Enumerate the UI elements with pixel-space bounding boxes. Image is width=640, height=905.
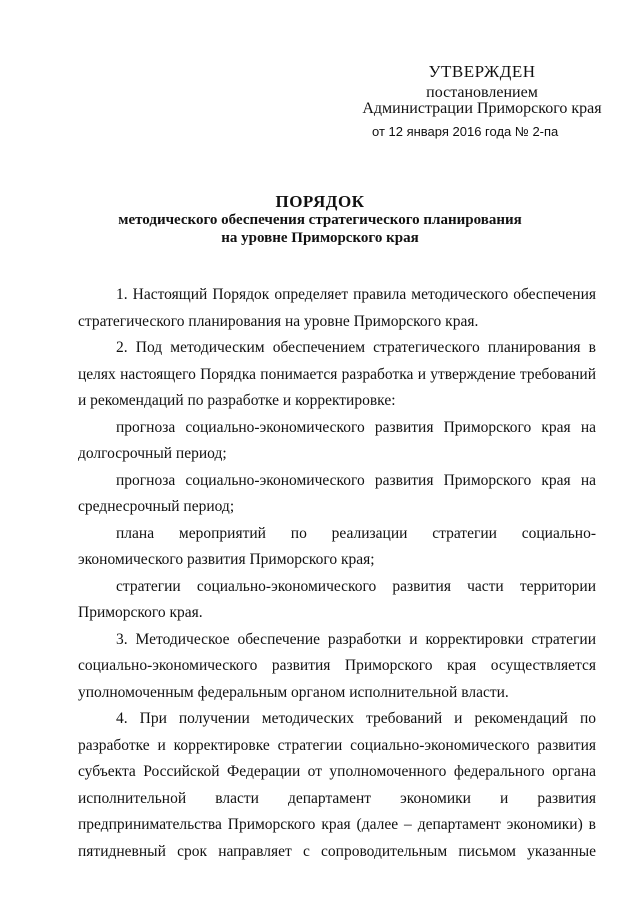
paragraph-3: 3. Методическое обеспечение разработки и корректировки стратегии социально-экономического развития Приморского края осуществляется уполномоченным федеральным органом исполнительной власти. <box>78 630 596 701</box>
approval-line-2: Администрации Приморского края <box>362 100 602 117</box>
paragraph-4: 4. При получении методических требований и рекомендаций по разработке и корректировке стратегии социально-экономического развития субъекта Российской Федерации от уполномоченного федерального органа исполнительной власти департамент экономики и развития предпринимательства Приморского края (далее – департамент экономики) в пятидневный срок направляет с сопроводительным письмом указанные <box>78 710 596 860</box>
list-item-action-plan: плана мероприятий по реализации стратегии социально-экономического развития Приморского края; <box>78 524 596 568</box>
approval-line-1: постановлением <box>426 84 538 101</box>
approval-date: от 12 января 2016 года № 2-па <box>372 124 559 139</box>
approval-title: УТВЕРЖДЕН <box>428 62 536 81</box>
list-item-forecast-long: прогноза социально-экономического развития Приморского края на долгосрочный период; <box>78 418 596 462</box>
list-item-forecast-medium: прогноза социально-экономического развития Приморского края на среднесрочный период; <box>78 471 596 515</box>
document-body <box>78 282 596 865</box>
document-subtitle-line-2: на уровне Приморского края <box>221 230 419 246</box>
document-title: ПОРЯДОК <box>275 192 365 211</box>
paragraph-1: 1. Настоящий Порядок определяет правила методического обеспечения стратегического планирования на уровне Приморского края. <box>78 286 596 330</box>
paragraph-2: 2. Под методическим обеспечением стратегического планирования в целях настоящего Порядка понимается разработка и утверждение требований и рекомендаций по разработке и корректировке: <box>78 339 596 409</box>
document-subtitle-line-1: методического обеспечения стратегического планирования <box>118 212 522 228</box>
list-item-territory-strategy: стратегии социально-экономического развития части территории Приморского края. <box>78 577 596 621</box>
